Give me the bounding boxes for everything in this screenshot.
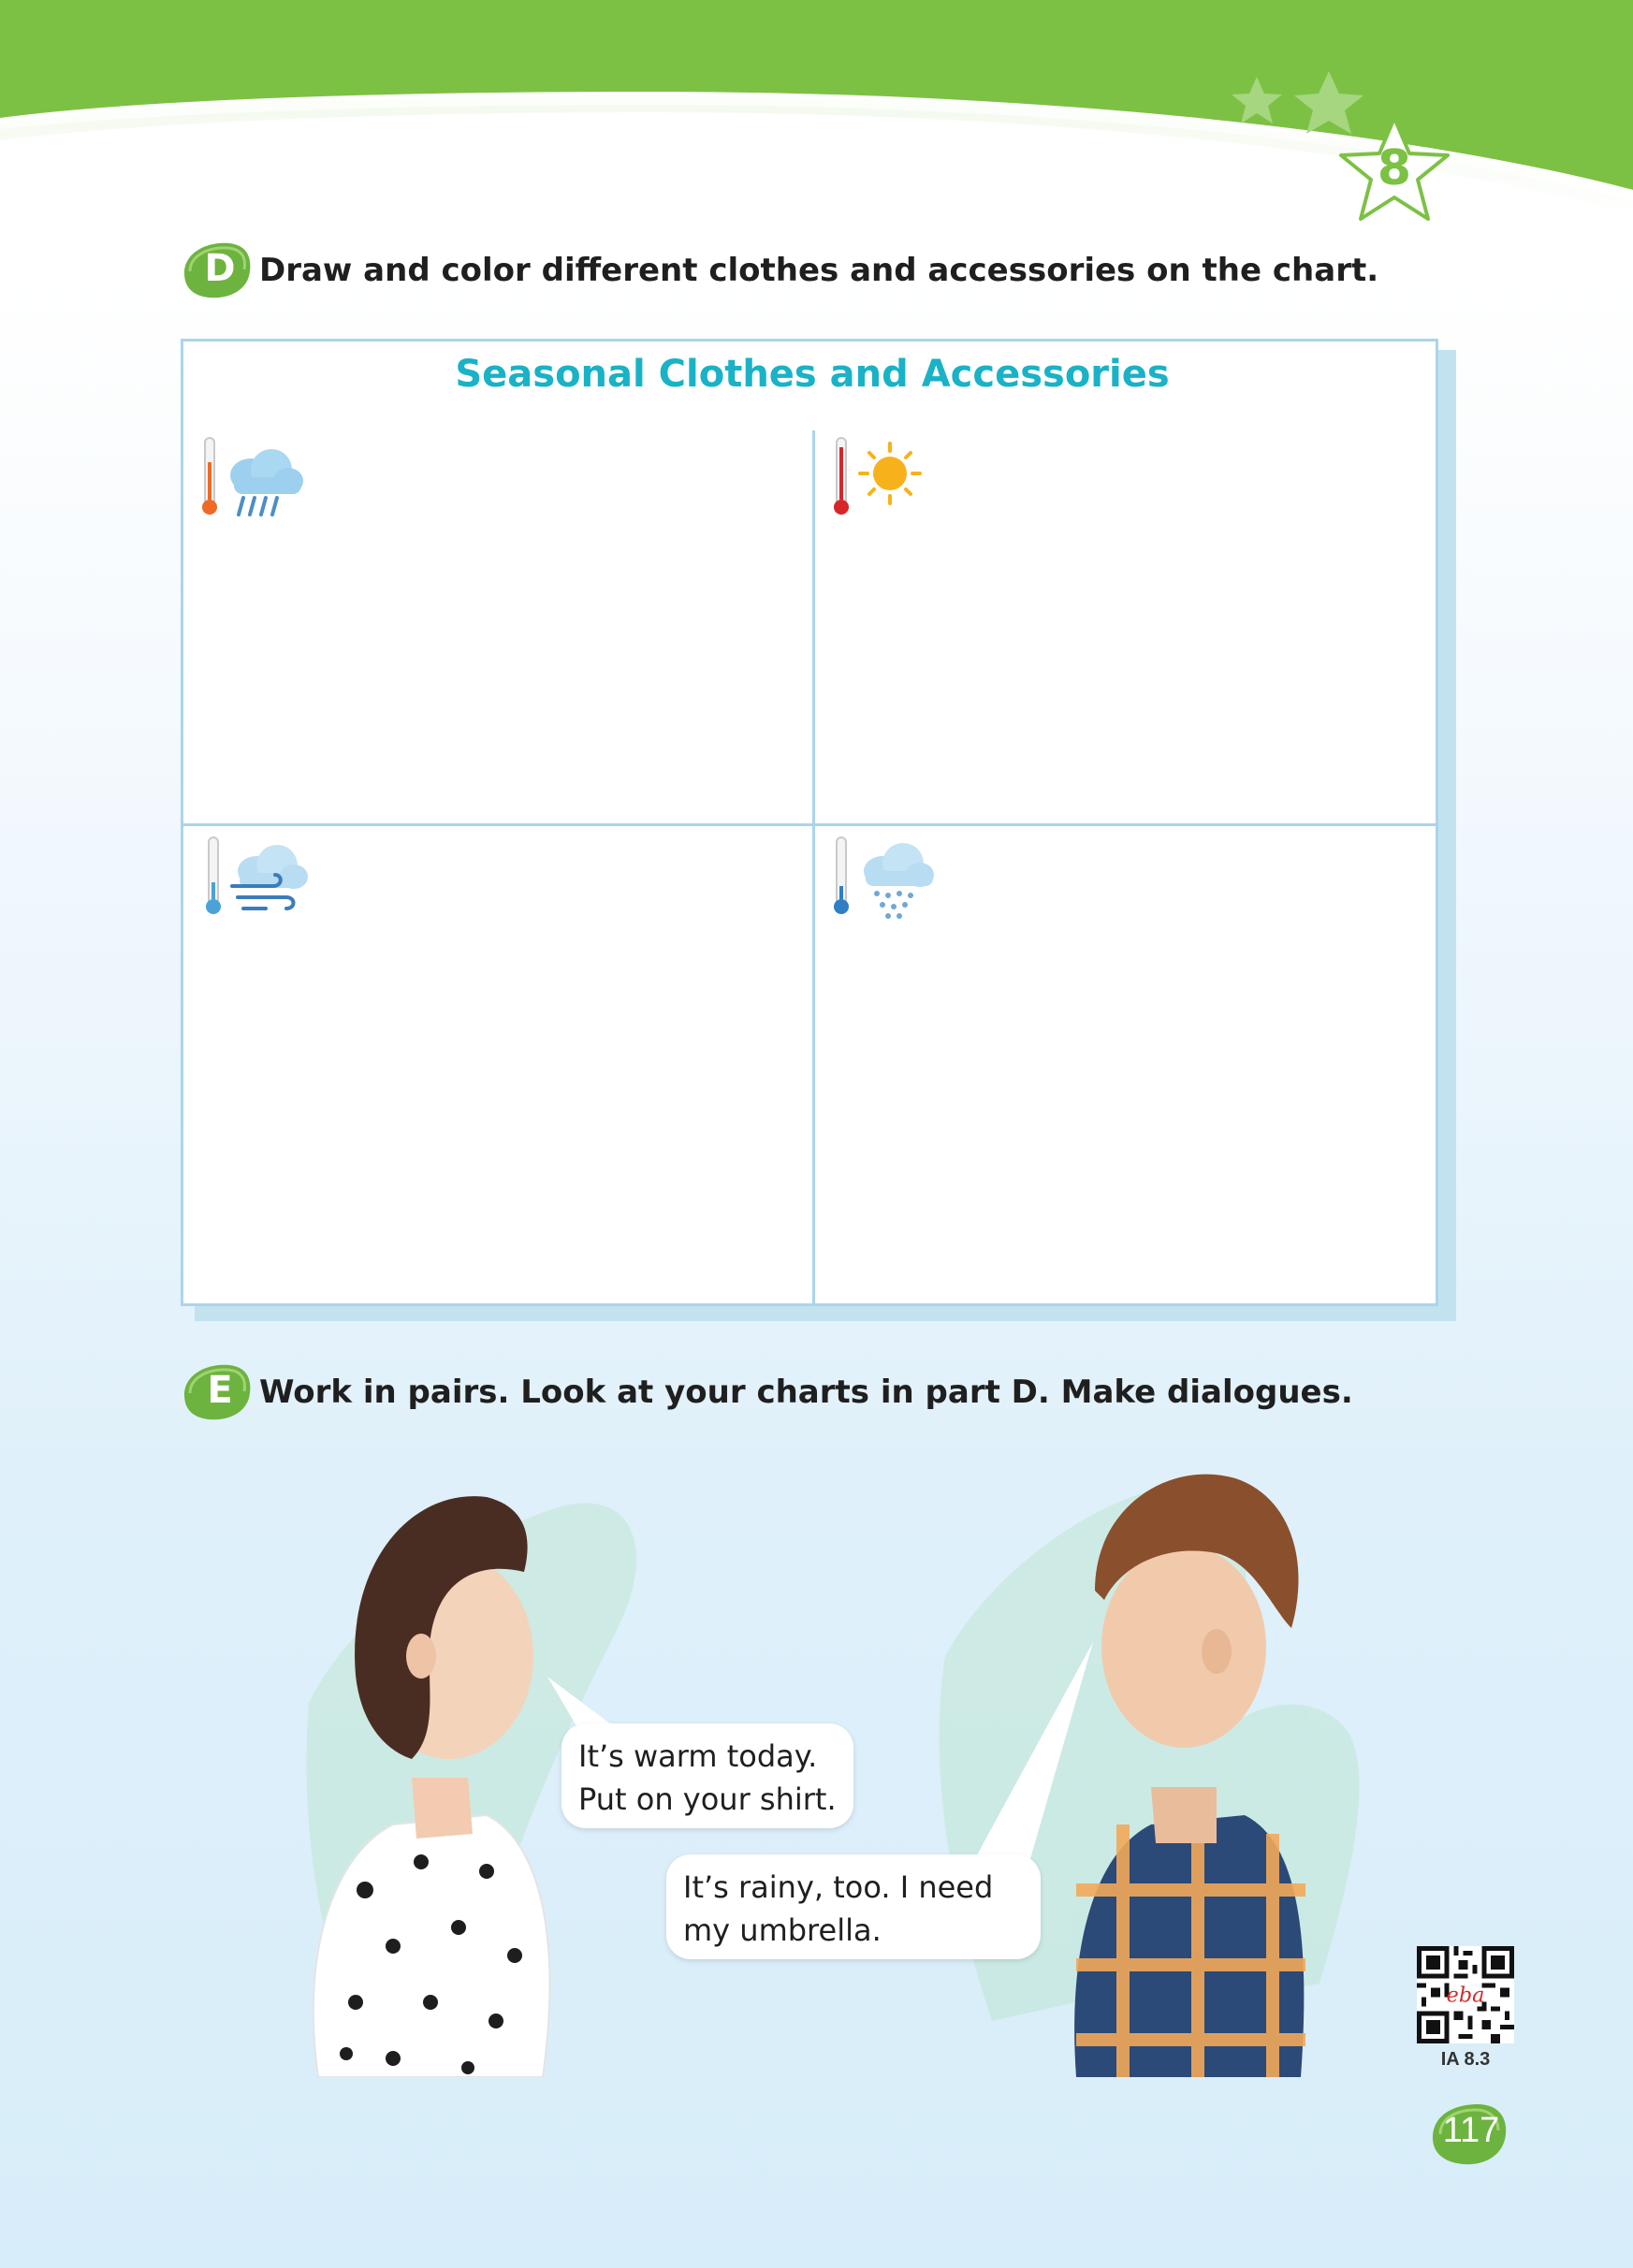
task-d-badge [181, 240, 254, 301]
task-e-instruction: Work in pairs. Look at your charts in part D. Make dialogues. [259, 1374, 1353, 1411]
speech-bubble-boy [666, 1854, 1041, 1959]
chart-title: Seasonal Clothes and Accessories [455, 353, 1170, 396]
qr-code-label: IA 8.3 [1440, 2049, 1491, 2070]
speech-line: my umbrella. [683, 1912, 882, 1948]
task-e-badge [181, 1361, 254, 1423]
chart-cell-snowy[interactable] [815, 826, 1436, 1303]
chart-cell-sunny[interactable] [815, 430, 1436, 823]
rainy-weather-icon [197, 434, 309, 528]
speech-line: It’s rainy, too. I need [683, 1869, 994, 1905]
unit-number: 8 [1377, 140, 1412, 196]
task-e-row [181, 1361, 1353, 1423]
chart-cell-windy[interactable] [183, 826, 812, 1303]
snowy-weather-icon [828, 834, 940, 927]
seasonal-chart [181, 339, 1438, 1306]
task-e-letter: E [207, 1369, 233, 1412]
task-d-row [181, 240, 1378, 301]
speech-bubble-girl [561, 1723, 853, 1828]
task-d-instruction: Draw and color different clothes and accessories on the chart. [259, 252, 1379, 289]
task-d-letter: D [204, 247, 236, 290]
speech-line: It’s warm today. [578, 1738, 818, 1774]
svg-text:eba: eba [1446, 1983, 1485, 2008]
chart-cell-rainy[interactable] [183, 430, 812, 823]
page-number: 117 [1442, 2111, 1500, 2150]
sunny-weather-icon [828, 434, 940, 528]
speech-line: Put on your shirt. [578, 1781, 837, 1817]
windy-weather-icon [200, 834, 313, 927]
qr-code-icon[interactable] [1417, 1946, 1514, 2043]
